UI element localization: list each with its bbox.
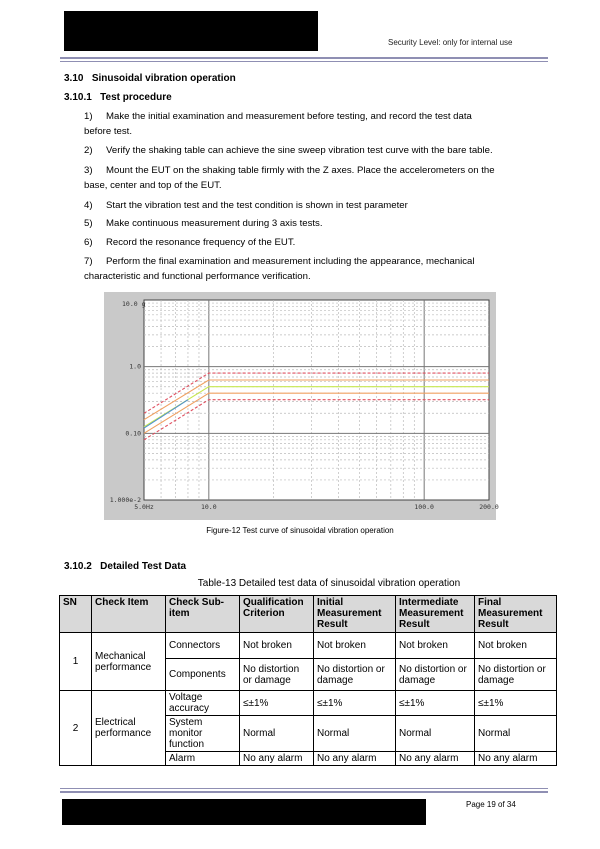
header-sn: SN xyxy=(60,596,92,633)
procedure-step-2 xyxy=(84,143,536,158)
cell-initial: No any alarm xyxy=(314,752,396,766)
header-rule-thin xyxy=(60,61,548,62)
step-text: Start the vibration test and the test condition is shown in test parameter xyxy=(106,200,408,211)
step-continuation: characteristic and functional performance verification. xyxy=(84,271,311,282)
cell-criterion: ≤±1% xyxy=(240,691,314,716)
subsection-heading-detailed xyxy=(64,561,186,572)
step-number: 4) xyxy=(84,200,93,211)
cell-initial: No distortion or damage xyxy=(314,659,396,691)
step-number: 5) xyxy=(84,218,93,229)
procedure-step-6 xyxy=(84,235,536,250)
y-tick-label: 1.000e-2 xyxy=(109,496,141,504)
x-tick-label: 200.0 xyxy=(479,503,499,511)
cell-initial: ≤±1% xyxy=(314,691,396,716)
cell-sn: 2 xyxy=(60,691,92,766)
vibration-chart xyxy=(104,292,499,520)
step-number: 3) xyxy=(84,165,93,176)
table-row xyxy=(60,633,557,659)
procedure-step-5 xyxy=(84,216,536,231)
cell-intermediate: No distortion or damage xyxy=(396,659,475,691)
cell-criterion: No any alarm xyxy=(240,752,314,766)
cell-initial: Not broken xyxy=(314,633,396,659)
header-initial-result: Initial Measurement Result xyxy=(314,596,396,633)
step-text: Verify the shaking table can achieve the sine sweep vibration test curve with the bare table. xyxy=(106,145,493,156)
subsection-title: Detailed Test Data xyxy=(100,561,187,572)
x-tick-label: 10.0 xyxy=(200,503,217,511)
subsection-number: 3.10.2 xyxy=(64,561,92,572)
step-text: Make continuous measurement during 3 axis tests. xyxy=(106,218,323,229)
cell-sub-item: Connectors xyxy=(166,633,240,659)
procedure-step-1 xyxy=(84,109,536,139)
cell-initial: Normal xyxy=(314,716,396,752)
footer-redaction xyxy=(62,799,426,825)
table-row xyxy=(60,691,557,716)
detailed-test-data-table xyxy=(59,595,557,766)
plot-area xyxy=(144,300,489,500)
header-redaction xyxy=(64,11,318,51)
cell-intermediate: Not broken xyxy=(396,633,475,659)
section-heading xyxy=(64,73,236,84)
cell-criterion: Normal xyxy=(240,716,314,752)
cell-sub-item: Alarm xyxy=(166,752,240,766)
y-tick-label: 0.10 xyxy=(125,429,141,438)
cell-criterion: Not broken xyxy=(240,633,314,659)
header-qualification-criterion: Qualification Criterion xyxy=(240,596,314,633)
cell-intermediate: ≤±1% xyxy=(396,691,475,716)
subsection-heading-procedure xyxy=(64,92,172,103)
figure-caption: Figure-12 Test curve of sinusoidal vibration operation xyxy=(206,526,394,535)
security-level-label: Security Level: only for internal use xyxy=(388,38,513,47)
x-tick-label: 100.0 xyxy=(414,503,434,511)
y-tick-label: 1.0 xyxy=(129,362,141,371)
cell-intermediate: No any alarm xyxy=(396,752,475,766)
step-continuation: before test. xyxy=(84,126,132,137)
header-intermediate-result: Intermediate Measurement Result xyxy=(396,596,475,633)
page-number: Page 19 of 34 xyxy=(466,800,516,809)
step-number: 2) xyxy=(84,145,93,156)
subsection-title: Test procedure xyxy=(100,92,172,103)
table-header-row xyxy=(60,596,557,633)
step-continuation: base, center and top of the EUT. xyxy=(84,180,222,191)
cell-final: Normal xyxy=(475,716,557,752)
step-text: Mount the EUT on the shaking table firmly with the Z axes. Place the accelerometers on the xyxy=(106,165,495,176)
vibration-chart-svg xyxy=(104,292,499,520)
footer-rule xyxy=(60,791,548,793)
header-final-result: Final Measurement Result xyxy=(475,596,557,633)
cell-final: No any alarm xyxy=(475,752,557,766)
cell-sub-item: Components xyxy=(166,659,240,691)
section-number: 3.10 xyxy=(64,73,84,84)
step-number: 7) xyxy=(84,256,93,267)
footer-rule-thin xyxy=(60,788,548,789)
header-rule xyxy=(60,57,548,59)
x-tick-label: 5.0Hz xyxy=(134,503,154,511)
step-number: 6) xyxy=(84,237,93,248)
table-caption: Table-13 Detailed test data of sinusoidal vibration operation xyxy=(197,578,461,589)
cell-final: Not broken xyxy=(475,633,557,659)
section-title: Sinusoidal vibration operation xyxy=(91,73,236,84)
header-check-item: Check Item xyxy=(92,596,166,633)
step-text: Record the resonance frequency of the EUT. xyxy=(106,237,296,248)
cell-check-item: Electrical performance xyxy=(92,691,166,766)
cell-intermediate: Normal xyxy=(396,716,475,752)
cell-check-item: Mechanical performance xyxy=(92,633,166,691)
y-tick-label: 10.0 g xyxy=(122,300,146,308)
cell-sn: 1 xyxy=(60,633,92,691)
step-text: Make the initial examination and measurement before testing, and record the test data xyxy=(106,111,472,122)
step-number: 1) xyxy=(84,111,93,122)
procedure-step-7 xyxy=(84,254,536,284)
procedure-step-4 xyxy=(84,198,536,213)
header-check-sub-item: Check Sub-item xyxy=(166,596,240,633)
cell-sub-item: System monitor function xyxy=(166,716,240,752)
cell-final: ≤±1% xyxy=(475,691,557,716)
subsection-number: 3.10.1 xyxy=(64,92,92,103)
cell-sub-item: Voltage accuracy xyxy=(166,691,240,716)
cell-final: No distortion or damage xyxy=(475,659,557,691)
procedure-step-3 xyxy=(84,163,536,193)
step-text: Perform the final examination and measurement including the appearance, mechanical xyxy=(106,256,475,267)
cell-criterion: No distortion or damage xyxy=(240,659,314,691)
